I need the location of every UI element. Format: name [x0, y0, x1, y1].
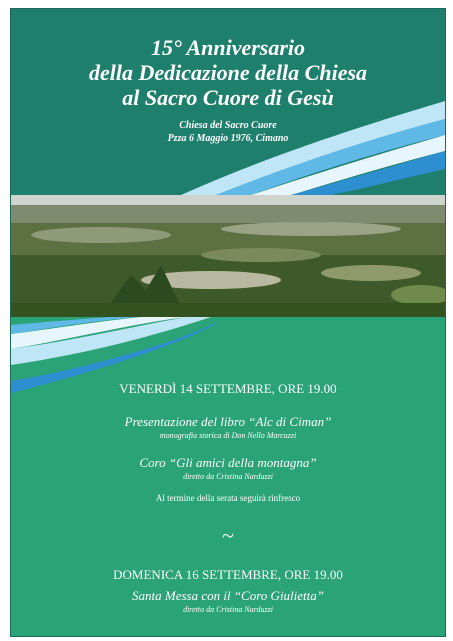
title-line: della Dedicazione della Chiesa: [88, 60, 368, 85]
title-line: 15° Anniversario: [150, 35, 306, 60]
landscape-photo: [11, 195, 445, 317]
church-name: Chiesa del Sacro Cuore: [179, 120, 277, 131]
event1-item1-subtitle: monografia storica di Don Nello Marcuzzi: [159, 431, 297, 440]
event1-item2-subtitle: diretto da Cristina Narduzzi: [183, 472, 273, 481]
page-title: [11, 35, 445, 110]
event2-item1-subtitle: diretto da Cristina Narduzzi: [183, 605, 273, 614]
church-address: Pzza 6 Maggio 1976, Cimano: [167, 133, 289, 144]
event2-heading: DOMENICA 16 SETTEMBRE, ORE 19.00: [113, 567, 343, 582]
refreshment-note: Al termine della serata seguirà rinfresco: [155, 493, 301, 503]
event1-item1-title: Presentazione del libro “Alc di Ciman”: [124, 414, 332, 429]
location: [11, 119, 445, 145]
title-line: al Sacro Cuore di Gesù: [122, 85, 334, 110]
event1-heading: VENERDÌ 14 SETTEMBRE, ORE 19.00: [119, 381, 337, 396]
separator: ~: [222, 523, 234, 548]
event2-item1-title: Santa Messa con il “Coro Giulietta”: [132, 588, 324, 603]
event-poster: [10, 8, 446, 637]
event1-item2-title: Coro “Gli amici della montagna”: [139, 455, 317, 470]
